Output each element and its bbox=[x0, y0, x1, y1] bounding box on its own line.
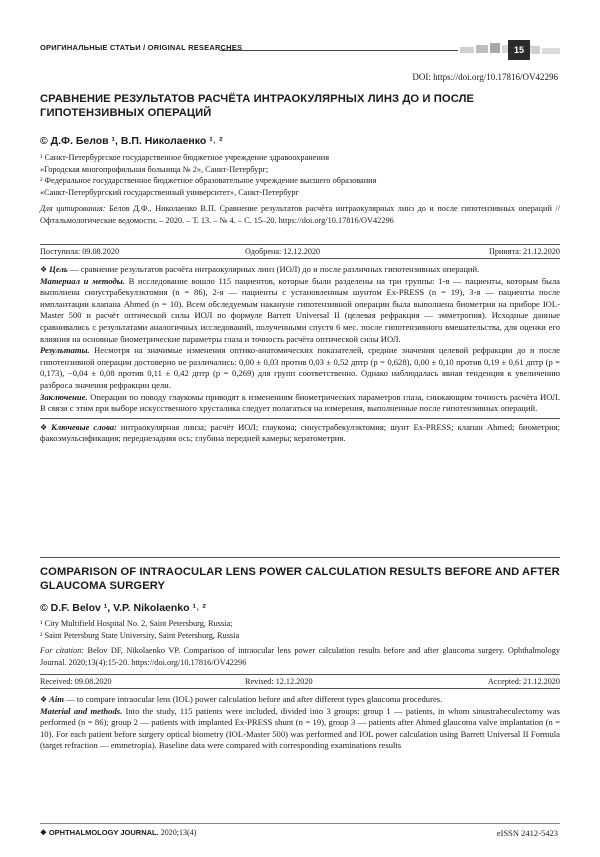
keywords-text: интраокулярная линза; расчёт ИОЛ; глаукома; синустрабекулэктомия; шунт Ex-PRESS; клапан Ahmed; биометрия; факоэмульсификация; переднезадняя ось; глубина передней камеры; кератометрия. bbox=[40, 421, 560, 444]
diamond-icon: ❖ bbox=[40, 265, 48, 274]
affiliations-en bbox=[40, 618, 560, 641]
header-tail-decoration bbox=[532, 44, 560, 56]
affiliation-1-line-1: ¹ Санкт-Петербургское государственное бюджетное учреждение здравоохранения bbox=[40, 153, 330, 162]
accepted-date: Принята: 21.12.2020 bbox=[488, 247, 560, 256]
revised-date: Одобрена: 12.12.2020 bbox=[245, 247, 321, 256]
affiliation-1-line-2: «Городская многопрофильная больница № 2», Санкт-Петербург; bbox=[40, 164, 269, 174]
citation-ru bbox=[40, 203, 560, 226]
methods-label: Material and methods. bbox=[40, 705, 123, 716]
keywords-label: Ключевые слова: bbox=[51, 421, 117, 432]
accepted-date: Accepted: 21.12.2020 bbox=[487, 677, 560, 686]
authors-en: © D.F. Belov ¹, V.P. Nikolaenko ¹˒ ² bbox=[40, 602, 206, 614]
conclusion-text: Операции по поводу глаукомы приводят к изменениям биометрических параметров глаза, снижающим точность расчёта ИОЛ. В связи с этим при выборе искусственного хрусталика следует полагаться на измерения, выполненные после гипотензивных операций. bbox=[40, 391, 560, 414]
citation-label: For citation: bbox=[40, 646, 85, 655]
received-date: Поступила: 09.08.2020 bbox=[40, 247, 120, 256]
footer-journal bbox=[40, 828, 196, 837]
aim-text: — to compare intraocular lens (IOL) power calculation before and after different types glaucoma procedures. bbox=[63, 694, 443, 704]
aim-paragraph bbox=[40, 694, 560, 706]
revised-date: Revised: 12.12.2020 bbox=[245, 677, 313, 686]
dates-ru bbox=[40, 244, 560, 259]
keywords-paragraph bbox=[40, 422, 560, 445]
dates-en bbox=[40, 674, 560, 689]
results-label: Результаты. bbox=[40, 345, 90, 356]
header-rule bbox=[220, 50, 458, 51]
received-date: Received: 09.08.2020 bbox=[40, 677, 112, 686]
running-header bbox=[40, 40, 560, 58]
affiliations-ru bbox=[40, 152, 560, 198]
section-separator bbox=[40, 557, 560, 558]
footer-rule bbox=[40, 823, 560, 824]
diamond-icon: ❖ bbox=[40, 422, 50, 432]
separator bbox=[40, 418, 560, 419]
affiliation-1: ¹ City Multifield Hospital No. 2, Saint Petersburg, Russia; bbox=[40, 619, 233, 628]
aim-label: Цель bbox=[49, 264, 68, 274]
methods-paragraph bbox=[40, 706, 560, 752]
citation-text: Belov DF, Nikolaenko VP. Comparison of intraocular lens power calculation results before and after glaucoma surgery. Ophthalmology Journal. 2020;13(4):15-20. https://doi.org/10.17816/OV42296 bbox=[40, 646, 560, 667]
page-number: 15 bbox=[508, 40, 530, 60]
aim-paragraph bbox=[40, 264, 560, 276]
abstract-ru bbox=[40, 264, 560, 445]
conclusion-label: Заключение. bbox=[40, 391, 88, 402]
journal-icon: ❖ bbox=[40, 828, 47, 837]
results-paragraph bbox=[40, 345, 560, 391]
aim-text: — сравнение результатов расчёта интраокулярных линз (ИОЛ) до и после различных гипотензивных операций. bbox=[67, 264, 480, 274]
methods-label: Материал и методы. bbox=[40, 275, 125, 286]
section-label: ОРИГИНАЛЬНЫЕ СТАТЬИ / ORIGINAL RESEARCHES bbox=[40, 43, 243, 52]
methods-text: Into the study, 115 patients were included, divided into 3 groups: group 1 — patients, in whom sinustrabeculectomy was performed (n = 86); group 2 — patients with implanted Ex-PRESS shunt (n = 19), group 3 — patients after Ahmed glaucoma valve implantation (n = 10). For each patient before surgery optical biometry (IOL-Master 500) was performed and IOL power calculation using Barrett Universal II Formula (target refraction — emmetropia). Baseline data were compared with corresponding examinations results bbox=[40, 705, 561, 751]
citation-en bbox=[40, 645, 560, 668]
authors-ru: © Д.Ф. Белов ¹, В.П. Николаенко ¹˒ ² bbox=[40, 135, 223, 147]
affiliation-2-line-1: ² Федеральное государственное бюджетное образовательное учреждение высшего образования bbox=[40, 176, 377, 185]
conclusion-paragraph bbox=[40, 392, 560, 415]
diamond-icon: ❖ bbox=[40, 695, 48, 704]
aim-label: Aim bbox=[49, 694, 64, 704]
methods-text: В исследование вошло 115 пациентов, которые были разделены на три группы: 1-я — пациенты, которым была выполнена синустрабекулэктомия (n = 86), 2-я — пациенты с установленным шунтом Ex-PRESS (n = 19), 3-я — пациенты после имплантации клапана Ahmed (n = 10). Всем обследуемым накануне гипотензивной операции была выполнена биометрия на приборе IOL-Master 500 и расчёт оптической силы ИОЛ по формуле Barrett Universal II (целевая рефракция — эмметропия). Исходные данные сравнивались с результатами аналогичных исследований, полученными спустя 6 мес. после гипотензивного вмешательства, для оценки его влияния на основные биометрические параметры глаза и точность расчёта оптической силы ИОЛ. bbox=[40, 275, 560, 344]
article-title-en: COMPARISON OF INTRAOCULAR LENS POWER CALCULATION RESULTS BEFORE AND AFTER GLAUCOMA SURGERY bbox=[40, 566, 560, 592]
article-title-ru: СРАВНЕНИЕ РЕЗУЛЬТАТОВ РАСЧЁТА ИНТРАОКУЛЯРНЫХ ЛИНЗ ДО И ПОСЛЕ ГИПОТЕНЗИВНЫХ ОПЕРАЦИЙ bbox=[40, 93, 475, 119]
results-text: Несмотря на значимые изменения оптико-анатомических показателей, средние значения целевой рефракции до и после гипотензивной операции достоверно не различались: 0,00 ± 0,03 против 0,03 ± 0,52 дптр (p = 0,628), 0,00 ± 0,10 против 0,19 ± 0,61 дптр (p = 0,173), −0,04 ± 0,08 против 0,11 ± 0,42 дптр (p = 0,269) для групп соответственно. Однако наблюдалась явная тенденция к увеличению разброса значения рефракции цели. bbox=[40, 345, 560, 390]
doi: DOI: https://doi.org/10.17816/OV42296 bbox=[412, 72, 558, 82]
methods-paragraph bbox=[40, 276, 560, 346]
abstract-en bbox=[40, 694, 560, 752]
journal-volume: 2020;13(4) bbox=[160, 828, 197, 837]
affiliation-2-line-2: «Санкт-Петербургский государственный университет», Санкт-Петербург bbox=[40, 187, 299, 197]
citation-text: Белов Д.Ф., Николаенко В.П. Сравнение результатов расчёта интраокулярных линз до и после гипотензивных операций // Офтальмологические ведомости. – 2020. – Т. 13. – № 4. – С. 15–20. https://doi.org/10.17816/OV42296 bbox=[40, 204, 561, 225]
footer-issn: eISSN 2412-5423 bbox=[496, 828, 558, 838]
citation-label: Для цитирования: bbox=[40, 204, 106, 213]
journal-name: OPHTHALMOLOGY JOURNAL. bbox=[48, 828, 159, 837]
affiliation-2: ² Saint Petersburg State University, Saint Petersburg, Russia bbox=[40, 630, 240, 640]
